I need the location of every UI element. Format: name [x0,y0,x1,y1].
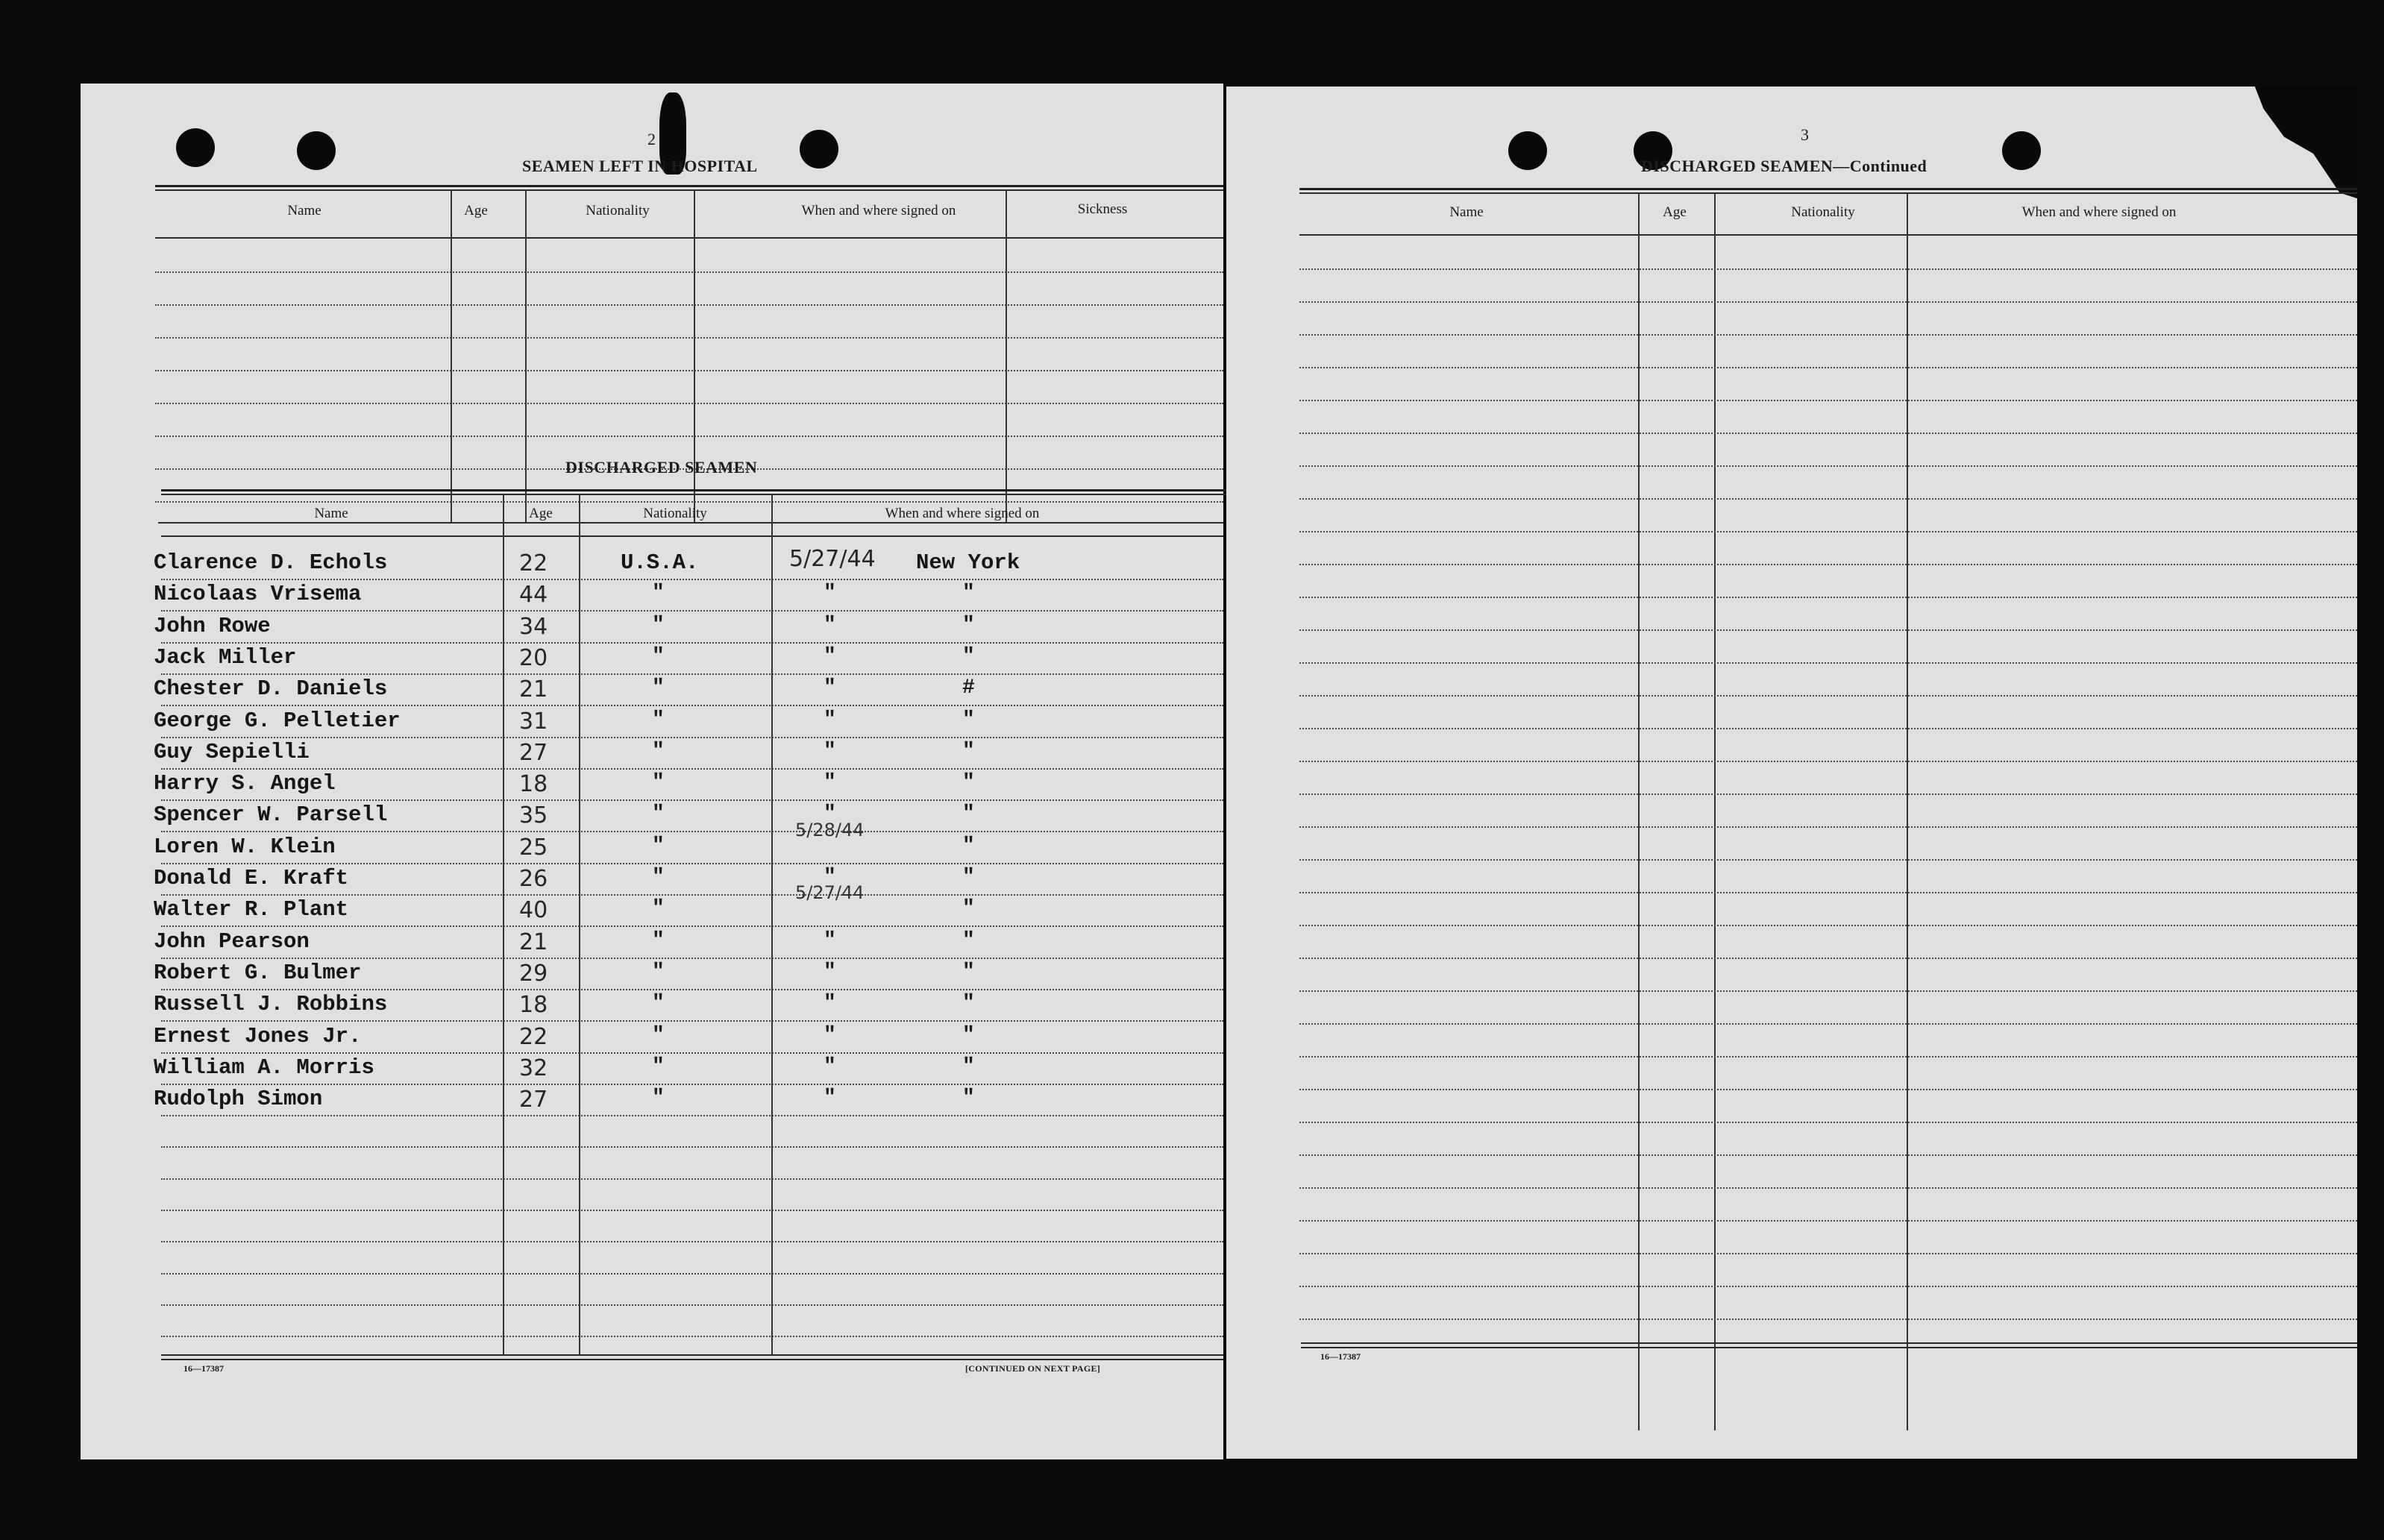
row-line [1299,400,2357,401]
binder-hole [2002,131,2041,170]
signed-on-place: " [962,866,975,889]
seaman-age: 22 [519,1024,548,1050]
table-rule [1299,188,2357,190]
seaman-name: Loren W. Klein [154,835,336,859]
discharged-section-title: DISCHARGED SEAMEN [565,458,758,477]
row-line [161,1336,1223,1337]
row-line [1299,826,2357,828]
signed-on-date: " [824,771,836,794]
column-divider [1714,192,1716,1430]
signed-on-place: " [962,835,975,858]
seaman-name: Jack Miller [154,645,297,670]
row-line [1299,629,2357,631]
column-header-age: Age [1663,204,1687,220]
signed-on-date: " [824,992,836,1015]
seaman-age: 18 [519,771,548,797]
form-number: 16—17387 [1320,1351,1361,1362]
seaman-name: Ernest Jones Jr. [154,1024,362,1049]
table-rule [161,489,1229,491]
row-line [155,370,1223,371]
row-line [1299,433,2357,434]
right-page [1226,87,2357,1459]
signed-on-place: # [962,676,975,700]
row-line [161,768,1223,770]
row-line [1299,793,2357,795]
row-line [155,304,1223,306]
column-header-nationality: Nationality [1791,204,1855,220]
row-line [161,1052,1223,1054]
column-divider [525,189,527,522]
binder-hole [800,130,838,169]
signed-on-date: 5/28/44 [795,820,865,840]
row-line [1299,1220,2357,1222]
signed-on-date: " [824,802,836,826]
seaman-nationality: " [652,1087,665,1110]
row-line [1299,301,2357,303]
seaman-age: 32 [519,1055,548,1081]
row-line [1299,564,2357,565]
seaman-nationality: " [652,1055,665,1078]
row-line [161,1146,1223,1148]
row-line [1299,1253,2357,1254]
table-rule [161,1354,1223,1356]
row-line [1299,1023,2357,1025]
signed-on-date: 5/27/44 [789,546,876,572]
column-divider [579,495,580,1354]
row-line [1299,925,2357,926]
seaman-age: 35 [519,802,548,829]
row-line [1299,1187,2357,1189]
seaman-age: 20 [519,645,548,671]
page-number: 2 [647,130,656,148]
row-line [161,989,1223,990]
seaman-nationality: " [652,771,665,794]
row-line [1299,1286,2357,1287]
table-rule [161,494,1229,495]
row-line [161,894,1223,896]
table-rule [1301,1347,2357,1348]
seaman-nationality: U.S.A. [621,550,699,575]
row-line [161,1241,1223,1242]
table-rule [155,237,1223,239]
signed-on-place: " [962,1055,975,1078]
seaman-nationality: " [652,961,665,984]
discharged-continued-title: DISCHARGED SEAMEN—Continued [1641,157,1927,175]
seaman-age: 31 [519,708,548,735]
signed-on-place: " [962,929,975,952]
row-line [1299,1319,2357,1320]
row-line [1299,990,2357,992]
column-header-age: Age [529,506,553,521]
table-rule [1299,234,2357,236]
signed-on-place: New York [916,550,1020,575]
column-divider [451,189,452,522]
signed-on-place: " [962,992,975,1015]
seaman-age: 29 [519,961,548,987]
seaman-name: John Rowe [154,614,271,638]
seaman-nationality: " [652,645,665,668]
hospital-section-title: SEAMEN LEFT IN HOSPITAL [522,157,758,175]
seaman-name: George G. Pelletier [154,708,401,733]
seaman-age: 18 [519,992,548,1018]
seaman-nationality: " [652,708,665,732]
row-line [161,673,1223,675]
row-line [1299,958,2357,959]
signed-on-date: " [824,740,836,763]
column-header-name: Name [1449,204,1484,220]
seaman-nationality: " [652,992,665,1015]
column-divider [1006,189,1007,522]
column-header-name: Name [287,203,321,219]
table-rule [158,522,1223,524]
row-line [1299,695,2357,697]
signed-on-date: " [824,866,836,889]
row-line [161,705,1223,706]
seaman-age: 22 [519,550,548,576]
signed-on-place: " [962,582,975,605]
signed-on-date: " [824,1087,836,1110]
seaman-name: Guy Sepielli [154,740,310,764]
signed-on-date: " [824,961,836,984]
seaman-name: Spencer W. Parsell [154,802,388,827]
row-line [1299,892,2357,893]
signed-on-date: " [824,582,836,605]
signed-on-date: " [824,929,836,952]
seaman-nationality: " [652,929,665,952]
seaman-name: Rudolph Simon [154,1087,323,1111]
seaman-name: Russell J. Robbins [154,992,388,1016]
binder-hole [1508,131,1547,170]
column-header-sickness: Sickness [1077,201,1128,217]
seaman-name: William A. Morris [154,1055,374,1080]
column-divider [1638,192,1640,1430]
column-divider [1907,192,1908,1430]
table-rule [161,535,1223,537]
row-line [1299,597,2357,598]
column-header-signed-on: When and where signed on [2021,204,2177,220]
seaman-name: Nicolaas Vrisema [154,582,362,606]
seaman-nationality: " [652,835,665,858]
row-line [161,1020,1223,1022]
row-line [155,337,1223,339]
table-rule [1299,192,2357,194]
row-line [1299,531,2357,532]
signed-on-place: " [962,961,975,984]
signed-on-place: " [962,740,975,763]
row-line [1299,498,2357,500]
row-line [161,799,1223,801]
signed-on-place: " [962,771,975,794]
row-line [161,1178,1223,1180]
row-line [161,737,1223,738]
signed-on-place: " [962,802,975,826]
row-line [1299,662,2357,664]
row-line [155,501,1223,503]
row-line [1299,334,2357,336]
seaman-nationality: " [652,614,665,637]
seaman-age: 21 [519,676,548,703]
seaman-name: Donald E. Kraft [154,866,349,890]
row-line [161,831,1223,832]
seaman-nationality: " [652,897,665,920]
seaman-nationality: " [652,740,665,763]
row-line [1299,1122,2357,1123]
row-line [1299,1154,2357,1156]
column-divider [771,495,773,1354]
form-number: 16—17387 [183,1363,224,1374]
signed-on-place: " [962,614,975,637]
row-line [1299,728,2357,729]
seaman-name: Robert G. Bulmer [154,961,362,985]
seaman-age: 26 [519,866,548,892]
column-header-name: Name [314,506,348,521]
table-rule [161,1359,1223,1360]
seaman-age: 27 [519,1087,548,1113]
signed-on-date: " [824,645,836,668]
seaman-nationality: " [652,676,665,700]
row-line [155,403,1223,404]
row-line [161,1084,1223,1085]
signed-on-place: " [962,645,975,668]
row-line [1299,761,2357,762]
seaman-name: Clarence D. Echols [154,550,388,575]
row-line [1299,268,2357,270]
page-number: 3 [1801,125,1809,144]
row-line [161,1304,1223,1306]
binder-hole [176,128,215,167]
signed-on-place: " [962,1087,975,1110]
row-line [161,1115,1223,1116]
seaman-age: 27 [519,740,548,766]
column-header-signed-on: When and where signed on [801,203,956,219]
column-header-signed-on: When and where signed on [885,506,1040,521]
seaman-age: 34 [519,614,548,640]
row-line [161,863,1223,864]
signed-on-place: " [962,897,975,920]
seaman-name: Harry S. Angel [154,771,336,796]
row-line [161,1273,1223,1275]
row-line [161,1210,1223,1211]
signed-on-date: " [824,614,836,637]
paper-damage [2211,87,2357,198]
signed-on-place: " [962,1024,975,1047]
row-line [161,610,1223,612]
row-line [161,958,1223,959]
seaman-nationality: " [652,866,665,889]
row-line [1299,859,2357,861]
row-line [155,271,1223,273]
table-rule [155,189,1223,191]
seaman-age: 44 [519,582,548,608]
table-rule [155,185,1223,187]
signed-on-place: " [962,708,975,732]
row-line [1299,1056,2357,1057]
signed-on-date: " [824,1024,836,1047]
column-divider [503,495,504,1354]
row-line [1299,465,2357,467]
seaman-name: John Pearson [154,929,310,954]
seaman-age: 21 [519,929,548,955]
seaman-age: 40 [519,897,548,923]
column-header-nationality: Nationality [586,203,650,219]
seaman-name: Chester D. Daniels [154,676,388,701]
row-line [155,436,1223,437]
row-line [161,925,1223,927]
binder-hole [297,131,336,170]
seaman-age: 25 [519,835,548,861]
column-header-age: Age [464,203,488,219]
seaman-nationality: " [652,582,665,605]
row-line [1299,1089,2357,1090]
seaman-nationality: " [652,802,665,826]
seaman-name: Walter R. Plant [154,897,349,922]
row-line [161,579,1223,580]
signed-on-date: " [824,676,836,700]
signed-on-date: " [824,708,836,732]
seaman-nationality: " [652,1024,665,1047]
continued-note: [CONTINUED ON NEXT PAGE] [965,1363,1101,1374]
table-rule [1301,1342,2357,1344]
signed-on-date: " [824,1055,836,1078]
column-header-nationality: Nationality [643,506,707,521]
row-line [161,642,1223,644]
signed-on-date: 5/27/44 [795,882,865,903]
row-line [1299,367,2357,368]
